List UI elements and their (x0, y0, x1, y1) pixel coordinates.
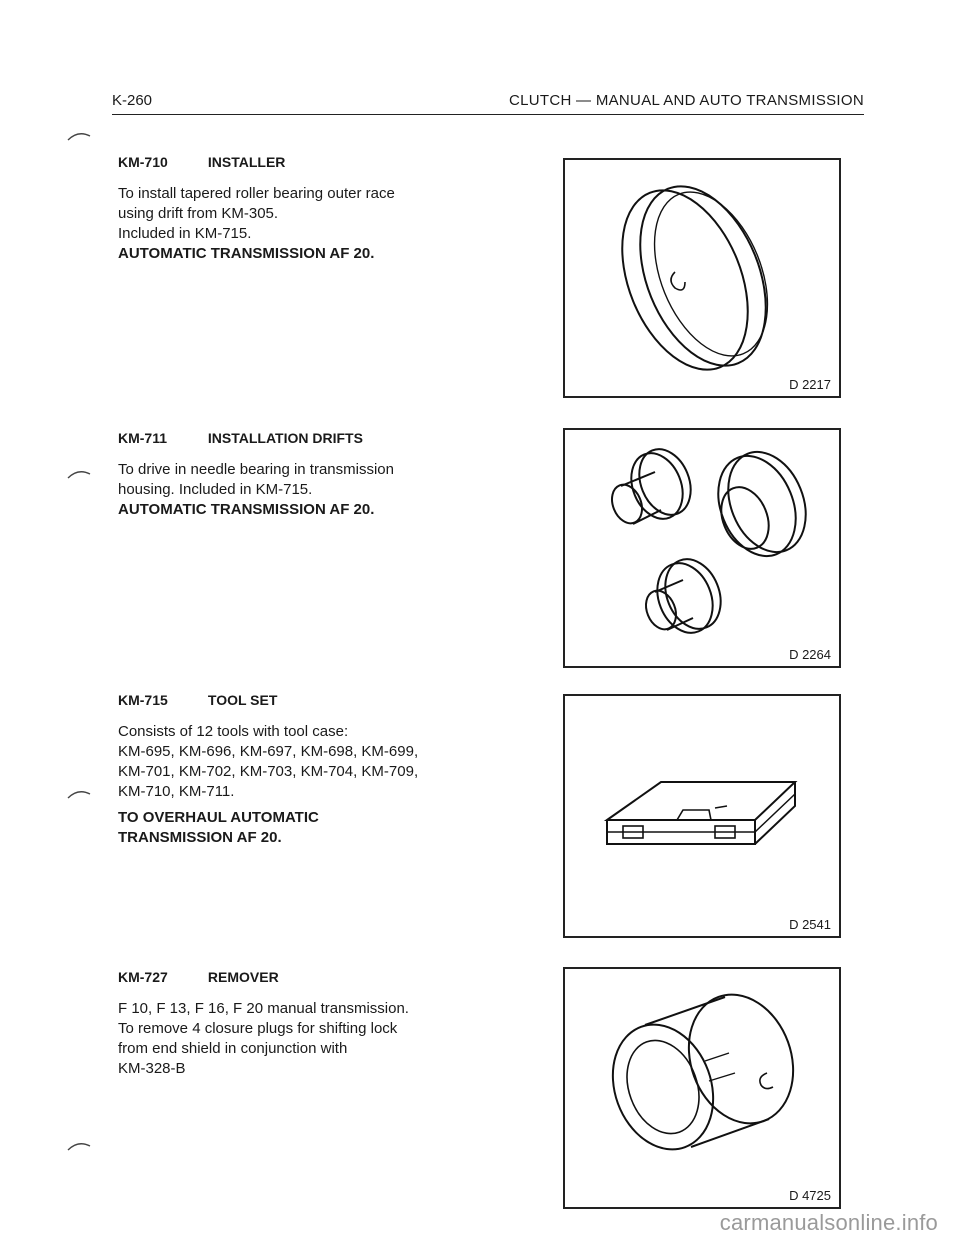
figure-tool-set (563, 694, 841, 938)
figure-id: D 2264 (789, 647, 831, 662)
margin-mark (66, 788, 92, 800)
figure-remover (563, 967, 841, 1209)
figure-installation-drifts (563, 428, 841, 668)
chapter-title: CLUTCH — MANUAL AND AUTO TRANSMISSION (508, 92, 864, 109)
description-line: To drive in needle bearing in transmission (118, 461, 394, 478)
description-line: KM-695, KM-696, KM-697, KM-698, KM-699, (118, 743, 419, 760)
installer-drawing (565, 160, 839, 396)
tool-name: TOOL SET (207, 692, 278, 708)
application-line: AUTOMATIC TRANSMISSION AF 20. (118, 501, 375, 518)
tool-entry-km-710 (118, 152, 538, 264)
page-number: K-260 (112, 92, 153, 109)
tool-entry-km-727 (118, 967, 538, 1079)
entry-title (118, 428, 538, 448)
description-line: Consists of 12 tools with tool case: (118, 723, 349, 740)
watermark-text: carmanualsonline.info (719, 1210, 938, 1235)
figure-id: D 2541 (789, 917, 831, 932)
tool-code: KM-710 (118, 154, 168, 170)
tool-entry-km-715 (118, 690, 538, 848)
entry-title (118, 690, 538, 710)
entry-title (118, 967, 538, 987)
entry-title (118, 152, 538, 172)
description-line: To remove 4 closure plugs for shifting lock (118, 1020, 398, 1037)
description-line: from end shield in conjunction with (118, 1040, 348, 1057)
tool-code: KM-715 (118, 692, 168, 708)
tool-code: KM-711 (118, 430, 168, 446)
margin-mark (66, 468, 92, 480)
application-line: AUTOMATIC TRANSMISSION AF 20. (118, 245, 375, 262)
page-header (112, 88, 864, 115)
tool-name: INSTALLER (207, 154, 286, 170)
description-line: F 10, F 13, F 16, F 20 manual transmission. (118, 1000, 409, 1017)
tool-case-drawing (565, 696, 839, 936)
tool-code: KM-727 (118, 969, 168, 985)
description-line: KM-710, KM-711. (118, 783, 235, 800)
figure-id: D 4725 (789, 1188, 831, 1203)
margin-mark (66, 130, 92, 142)
figure-id: D 2217 (789, 377, 831, 392)
tool-entry-km-711 (118, 428, 538, 520)
drifts-drawing (565, 430, 839, 666)
application-line: TRANSMISSION AF 20. (118, 829, 282, 846)
figure-installer (563, 158, 841, 398)
description-line: To install tapered roller bearing outer race (118, 185, 395, 202)
remover-drawing (565, 969, 839, 1207)
margin-mark (66, 1140, 92, 1152)
description-line: Included in KM-715. (118, 225, 252, 242)
tool-name: INSTALLATION DRIFTS (207, 430, 363, 446)
description-line: KM-701, KM-702, KM-703, KM-704, KM-709, (118, 763, 419, 780)
application-line: TO OVERHAUL AUTOMATIC (118, 809, 319, 826)
description-line: housing. Included in KM-715. (118, 481, 313, 498)
description-line: KM-328-B (118, 1060, 186, 1077)
tool-name: REMOVER (207, 969, 279, 985)
description-line: using drift from KM-305. (118, 205, 279, 222)
